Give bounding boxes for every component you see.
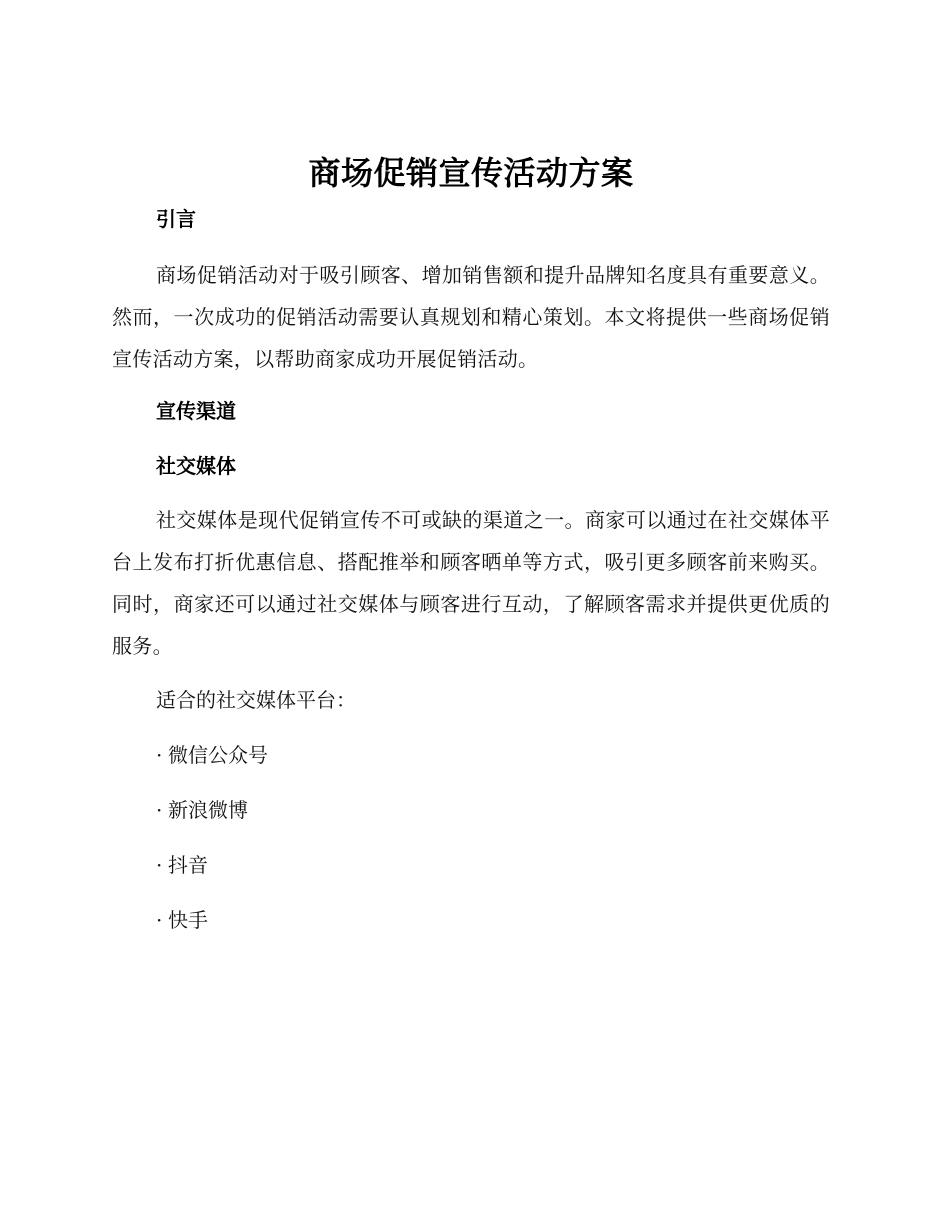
intro-paragraph: 商场促销活动对于吸引顾客、增加销售额和提升品牌知名度具有重要意义。然而，一次成功的促销活动需要认真规划和精心策划。本文将提供一些商场促销宣传活动方案，以帮助商家成功开展促销活动。 xyxy=(112,263,830,371)
social-media-heading: 社交媒体 xyxy=(156,454,236,478)
bullet-icon: · xyxy=(156,853,163,877)
list-item xyxy=(112,905,830,935)
intro-heading: 引言 xyxy=(156,207,196,231)
platform-label: 快手 xyxy=(168,908,208,932)
bullet-icon: · xyxy=(156,908,163,932)
bullet-icon: · xyxy=(156,798,163,822)
list-item xyxy=(112,795,830,825)
document-page xyxy=(112,148,830,935)
platforms-intro: 适合的社交媒体平台： xyxy=(156,688,356,712)
platform-list xyxy=(112,740,830,935)
social-media-paragraph: 社交媒体是现代促销宣传不可或缺的渠道之一。商家可以通过在社交媒体平台上发布打折优惠信息、搭配推举和顾客晒单等方式，吸引更多顾客前来购买。同时，商家还可以通过社交媒体与顾客进行互动，了解顾客需求并提供更优质的服务。 xyxy=(112,508,830,658)
platform-label: 新浪微博 xyxy=(168,798,248,822)
channels-heading: 宣传渠道 xyxy=(156,399,236,423)
document-title: 商场促销宣传活动方案 xyxy=(308,154,634,192)
list-item xyxy=(112,850,830,880)
list-item xyxy=(112,740,830,770)
platform-label: 抖音 xyxy=(168,853,208,877)
bullet-icon: · xyxy=(156,743,163,767)
platform-label: 微信公众号 xyxy=(168,743,268,767)
